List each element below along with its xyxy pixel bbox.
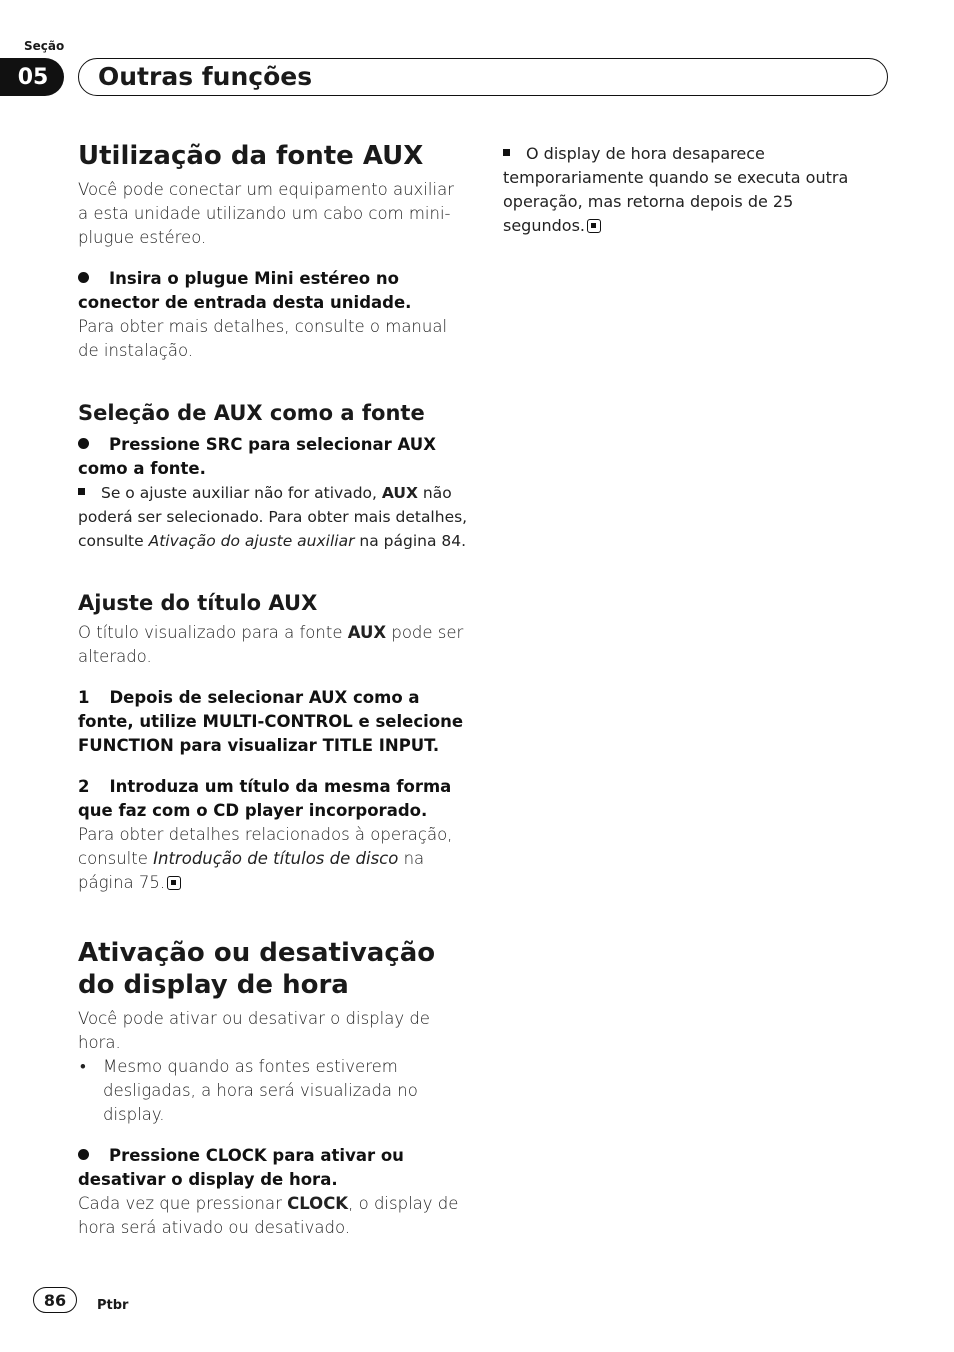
section-label: Seção: [24, 39, 65, 53]
paragraph-title-intro: O título visualizado para a fonte AUX pode ser alterado.: [78, 623, 464, 666]
paragraph-clock-toggle: Cada vez que pressionar CLOCK, o display de hora será ativado ou desativado.: [78, 1194, 459, 1237]
chapter-title: Outras funções: [98, 62, 313, 91]
language-code: Ptbr: [97, 1298, 129, 1313]
end-mark-icon: [587, 219, 601, 233]
paragraph-clock-intro: Você pode ativar ou desativar o display de hora.: [78, 1009, 430, 1052]
bullet-dot-icon: [78, 272, 89, 283]
right-column: [503, 142, 875, 238]
bullet-clock-off: • Mesmo quando as fontes estiverem desligadas, a hora será visualizada no display.: [78, 1055, 468, 1127]
paragraph-aux-intro: Você pode conectar um equipamento auxiliar a esta unidade utilizando um cabo com mini-plugue estéreo.: [78, 180, 454, 247]
page-number: 86: [33, 1287, 77, 1313]
step-press-clock: Pressione CLOCK para ativar ou desativar o display de hora.: [78, 1146, 404, 1189]
note-clock-temporary: O display de hora desaparece temporariamente quando se executa outra operação, mas retorna depois de 25 segundos.: [503, 144, 849, 235]
note-square-icon: [78, 488, 85, 495]
heading-clock-display: Ativação ou desativação do display de hora: [78, 938, 436, 1000]
paragraph-title-details: Para obter detalhes relacionados à operação, consulte Introdução de títulos de disco na página 75.: [78, 825, 453, 892]
paragraph-installation: Para obter mais detalhes, consulte o manual de instalação.: [78, 317, 448, 360]
note-aux-setting: Se o ajuste auxiliar não for ativado, AUX não poderá ser selecionado. Para obter mais detalhes, consulte Ativação do ajuste auxiliar na página 84.: [78, 484, 468, 550]
heading-aux-title: Ajuste do título AUX: [78, 591, 318, 615]
step-2: 2 Introduza um título da mesma forma que faz com o CD player incorporado.: [78, 777, 452, 820]
bullet-dot-icon: [78, 1149, 89, 1160]
heading-select-aux: Seleção de AUX como a fonte: [78, 401, 425, 425]
bullet-dot-icon: [78, 438, 89, 449]
heading-aux-source: Utilização da fonte AUX: [78, 141, 424, 171]
step-press-src: Pressione SRC para selecionar AUX como a fonte.: [78, 435, 436, 478]
step-1: 1 Depois de selecionar AUX como a fonte, utilize MULTI-CONTROL e selecione FUNCTION para visualizar TITLE INPUT.: [78, 688, 464, 755]
left-column: [78, 140, 468, 1240]
note-square-icon: [503, 149, 510, 156]
end-mark-icon: [167, 876, 181, 890]
section-number-badge: 05: [0, 58, 64, 96]
step-insert-plug: Insira o plugue Mini estéreo no conector de entrada desta unidade.: [78, 269, 412, 312]
